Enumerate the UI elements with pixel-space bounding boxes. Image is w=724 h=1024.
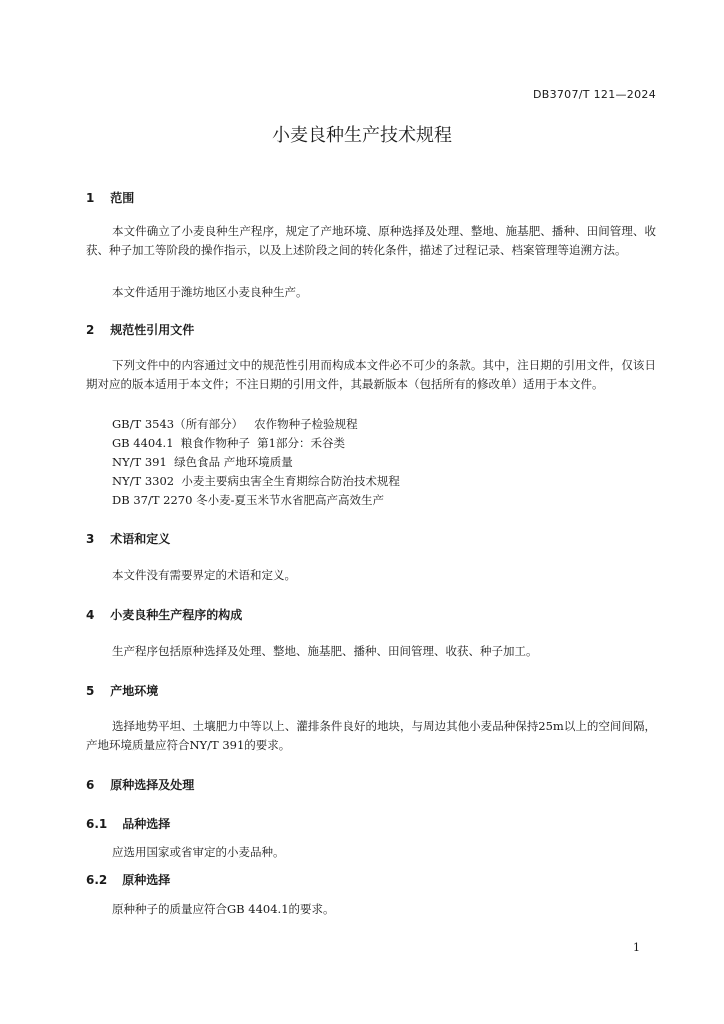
subsection-title: 原种选择 [122,873,171,887]
section-4-heading [86,606,242,623]
subsection-number: 6.1 [86,817,108,831]
section-title: 小麦良种生产程序的构成 [110,608,243,622]
section-1-paragraph-2: 本文件适用于潍坊地区小麦良种生产。 [112,285,308,299]
section-1-paragraph-1: 本文件确立了小麦良种生产程序，规定了产地环境、原种选择及处理、整地、施基肥、播种、田间管理、收获、种子加工等阶段的操作指示，以及上述阶段之间的转化条件，描述了过程记录、档案管理等追溯方法。 [86,224,656,257]
section-4-paragraph-1: 生产程序包括原种选择及处理、整地、施基肥、播种、田间管理、收获、种子加工。 [112,644,538,658]
section-3-paragraph-1: 本文件没有需要界定的术语和定义。 [112,568,296,582]
document-title: 小麦良种生产技术规程 [272,125,452,146]
section-number: 2 [86,323,95,337]
subsection-number: 6.2 [86,873,108,887]
subsection-6-1-paragraph-1: 应选用国家或省审定的小麦品种。 [112,845,285,859]
section-number: 1 [86,191,95,205]
section-2-paragraph-1: 下列文件中的内容通过文中的规范性引用而构成本文件必不可少的条款。其中，注日期的引用文件，仅该日期对应的版本适用于本文件；不注日期的引用文件，其最新版本（包括所有的修改单）适用于本文件。 [86,358,656,391]
section-number: 4 [86,608,95,622]
section-5-paragraph-1: 选择地势平坦、土壤肥力中等以上、灌排条件良好的地块，与周边其他小麦品种保持25m以上的空间间隔，产地环境质量应符合NY/T 391的要求。 [86,719,656,752]
section-number: 5 [86,684,95,698]
section-6-heading [86,776,194,793]
section-title: 术语和定义 [110,532,171,546]
section-title: 范围 [110,191,135,205]
standard-code: DB3707/T 121—2024 [532,88,656,101]
section-1-heading [86,189,134,206]
reference-item: DB 37/T 2270 冬小麦-夏玉米节水省肥高产高效生产 [112,493,384,507]
subsection-6-2-heading [86,871,170,888]
section-3-heading [86,530,170,547]
subsection-6-1-heading [86,815,170,832]
section-title: 规范性引用文件 [110,323,195,337]
section-title: 产地环境 [110,684,159,698]
reference-item: NY/T 3302 小麦主要病虫害全生育期综合防治技术规程 [112,474,400,488]
section-5-heading [86,682,158,699]
section-2-heading [86,321,194,338]
reference-item: GB/T 3543（所有部分） 农作物种子检验规程 [112,417,358,431]
section-title: 原种选择及处理 [110,778,195,792]
reference-item: NY/T 391 绿色食品 产地环境质量 [112,455,293,469]
section-number: 6 [86,778,95,792]
subsection-title: 品种选择 [122,817,171,831]
reference-item: GB 4404.1 粮食作物种子 第1部分：禾谷类 [112,436,345,450]
section-number: 3 [86,532,95,546]
subsection-6-2-paragraph-1: 原种种子的质量应符合GB 4404.1的要求。 [112,902,335,916]
page-number: 1 [633,941,640,954]
